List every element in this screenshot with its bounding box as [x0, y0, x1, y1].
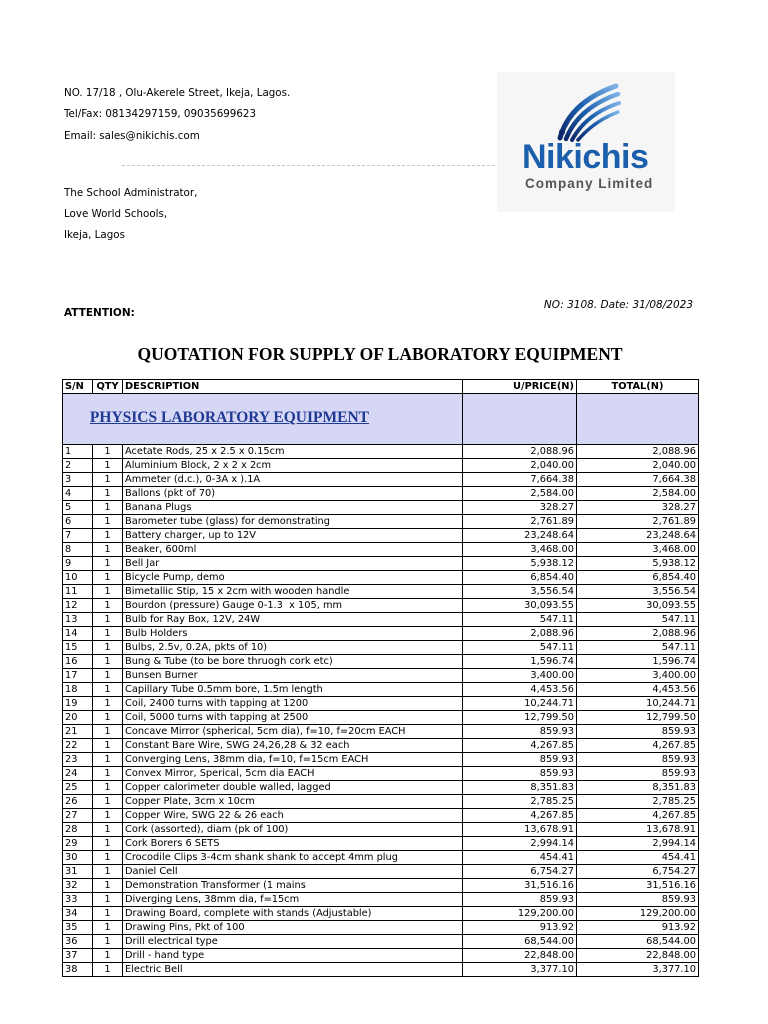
table-row [63, 543, 699, 557]
table-row [63, 711, 699, 725]
unit-price-cell: 7,664.38 [463, 473, 577, 487]
description-cell: Ammeter (d.c.), 0-3A x ).1A [123, 473, 463, 487]
total-cell: 2,040.00 [577, 459, 699, 473]
description-cell: Cork (assorted), diam (pk of 100) [123, 823, 463, 837]
table-row [63, 963, 699, 977]
description-cell: Drawing Pins, Pkt of 100 [123, 921, 463, 935]
document-title: QUOTATION FOR SUPPLY OF LABORATORY EQUIPMENT [137, 344, 623, 364]
qty-cell: 1 [93, 529, 123, 543]
qty-cell: 1 [93, 935, 123, 949]
total-cell: 31,516.16 [577, 879, 699, 893]
description-cell: Constant Bare Wire, SWG 24,26,28 & 32 each [123, 739, 463, 753]
unit-price-cell: 3,556.54 [463, 585, 577, 599]
qty-cell: 1 [93, 963, 123, 977]
qty-cell: 1 [93, 459, 123, 473]
description-cell: Convex Mirror, Sperical, 5cm dia EACH [123, 767, 463, 781]
unit-price-cell: 3,377.10 [463, 963, 577, 977]
qty-cell: 1 [93, 949, 123, 963]
section-title: PHYSICS LABORATORY EQUIPMENT [89, 409, 369, 426]
sn-cell: 15 [63, 641, 93, 655]
sn-cell: 28 [63, 823, 93, 837]
description-cell: Cork Borers 6 SETS [123, 837, 463, 851]
qty-cell: 1 [93, 739, 123, 753]
unit-price-cell: 859.93 [463, 767, 577, 781]
qty-cell: 1 [93, 809, 123, 823]
sn-cell: 35 [63, 921, 93, 935]
description-cell: Ballons (pkt of 70) [123, 487, 463, 501]
table-row [63, 823, 699, 837]
sn-cell: 32 [63, 879, 93, 893]
total-cell: 3,556.54 [577, 585, 699, 599]
sn-cell: 34 [63, 907, 93, 921]
description-cell: Beaker, 600ml [123, 543, 463, 557]
table-row [63, 655, 699, 669]
qty-cell: 1 [93, 711, 123, 725]
unit-price-cell: 10,244.71 [463, 697, 577, 711]
table-row [63, 501, 699, 515]
table-row [63, 459, 699, 473]
description-cell: Battery charger, up to 12V [123, 529, 463, 543]
table-row [63, 669, 699, 683]
total-cell: 4,453.56 [577, 683, 699, 697]
total-cell: 2,761.89 [577, 515, 699, 529]
sn-cell: 24 [63, 767, 93, 781]
qty-cell: 1 [93, 697, 123, 711]
table-row [63, 753, 699, 767]
sn-cell: 4 [63, 487, 93, 501]
total-cell: 2,088.96 [577, 627, 699, 641]
sn-cell: 7 [63, 529, 93, 543]
sn-cell: 36 [63, 935, 93, 949]
table-row [63, 949, 699, 963]
total-cell: 22,848.00 [577, 949, 699, 963]
qty-cell: 1 [93, 515, 123, 529]
company-phone: Tel/Fax: 08134297159, 09035699623 [64, 108, 256, 120]
total-cell: 23,248.64 [577, 529, 699, 543]
total-cell: 859.93 [577, 725, 699, 739]
qty-cell: 1 [93, 781, 123, 795]
table-row [63, 683, 699, 697]
recipient-line-2: Love World Schools, [64, 208, 168, 220]
total-cell: 3,400.00 [577, 669, 699, 683]
qty-cell: 1 [93, 473, 123, 487]
table-row [63, 599, 699, 613]
sn-cell: 3 [63, 473, 93, 487]
sn-cell: 12 [63, 599, 93, 613]
unit-price-cell: 454.41 [463, 851, 577, 865]
sn-cell: 20 [63, 711, 93, 725]
description-cell: Bourdon (pressure) Gauge 0-1.3 x 105, mm [123, 599, 463, 613]
table-row [63, 725, 699, 739]
table-row [63, 613, 699, 627]
total-cell: 547.11 [577, 641, 699, 655]
unit-price-cell: 23,248.64 [463, 529, 577, 543]
description-cell: Crocodile Clips 3-4cm shank shank to accept 4mm plug [123, 851, 463, 865]
table-row [63, 641, 699, 655]
header-qty: QTY [93, 380, 123, 394]
total-cell: 454.41 [577, 851, 699, 865]
table-row [63, 865, 699, 879]
total-cell: 4,267.85 [577, 739, 699, 753]
sn-cell: 13 [63, 613, 93, 627]
header-sn: S/N [63, 380, 93, 394]
table-row [63, 739, 699, 753]
description-cell: Bicycle Pump, demo [123, 571, 463, 585]
unit-price-cell: 2,088.96 [463, 627, 577, 641]
table-row [63, 935, 699, 949]
unit-price-cell: 2,785.25 [463, 795, 577, 809]
table-row [63, 907, 699, 921]
unit-price-cell: 3,400.00 [463, 669, 577, 683]
unit-price-cell: 4,267.85 [463, 739, 577, 753]
table-row [63, 851, 699, 865]
table-row [63, 795, 699, 809]
total-cell: 8,351.83 [577, 781, 699, 795]
sn-cell: 23 [63, 753, 93, 767]
logo-tagline: Company Limited [525, 176, 654, 191]
qty-cell: 1 [93, 921, 123, 935]
header-total: TOTAL(N) [577, 380, 699, 394]
unit-price-cell: 547.11 [463, 641, 577, 655]
sn-cell: 2 [63, 459, 93, 473]
total-cell: 2,785.25 [577, 795, 699, 809]
description-cell: Concave Mirror (spherical, 5cm dia), f=10, f=20cm EACH [123, 725, 463, 739]
description-cell: Bunsen Burner [123, 669, 463, 683]
unit-price-cell: 12,799.50 [463, 711, 577, 725]
description-cell: Bell Jar [123, 557, 463, 571]
unit-price-cell: 30,093.55 [463, 599, 577, 613]
unit-price-cell: 8,351.83 [463, 781, 577, 795]
unit-price-cell: 2,994.14 [463, 837, 577, 851]
unit-price-cell: 2,761.89 [463, 515, 577, 529]
total-cell: 5,938.12 [577, 557, 699, 571]
table-row [63, 767, 699, 781]
unit-price-cell: 2,584.00 [463, 487, 577, 501]
sn-cell: 10 [63, 571, 93, 585]
table-header-row [63, 380, 699, 394]
qty-cell: 1 [93, 543, 123, 557]
table-row [63, 529, 699, 543]
sn-cell: 33 [63, 893, 93, 907]
sn-cell: 16 [63, 655, 93, 669]
sn-cell: 38 [63, 963, 93, 977]
qty-cell: 1 [93, 641, 123, 655]
unit-price-cell: 5,938.12 [463, 557, 577, 571]
unit-price-cell: 2,040.00 [463, 459, 577, 473]
description-cell: Bulb Holders [123, 627, 463, 641]
description-cell: Copper Plate, 3cm x 10cm [123, 795, 463, 809]
qty-cell: 1 [93, 627, 123, 641]
total-cell: 1,596.74 [577, 655, 699, 669]
qty-cell: 1 [93, 837, 123, 851]
sn-cell: 1 [63, 445, 93, 459]
qty-cell: 1 [93, 487, 123, 501]
table-row [63, 781, 699, 795]
sn-cell: 18 [63, 683, 93, 697]
total-cell: 328.27 [577, 501, 699, 515]
description-cell: Converging Lens, 38mm dia, f=10, f=15cm EACH [123, 753, 463, 767]
sn-cell: 31 [63, 865, 93, 879]
unit-price-cell: 859.93 [463, 725, 577, 739]
description-cell: Copper calorimeter double walled, lagged [123, 781, 463, 795]
description-cell: Electric Bell [123, 963, 463, 977]
header-unit-price: U/PRICE(N) [463, 380, 577, 394]
sn-cell: 8 [63, 543, 93, 557]
description-cell: Acetate Rods, 25 x 2.5 x 0.15cm [123, 445, 463, 459]
sn-cell: 21 [63, 725, 93, 739]
sn-cell: 6 [63, 515, 93, 529]
logo-company-name: Nikichis [522, 138, 649, 176]
company-logo [497, 72, 675, 212]
table-row [63, 837, 699, 851]
unit-price-cell: 3,468.00 [463, 543, 577, 557]
qty-cell: 1 [93, 557, 123, 571]
total-cell: 2,994.14 [577, 837, 699, 851]
qty-cell: 1 [93, 879, 123, 893]
unit-price-cell: 6,854.40 [463, 571, 577, 585]
sn-cell: 9 [63, 557, 93, 571]
qty-cell: 1 [93, 725, 123, 739]
unit-price-cell: 4,453.56 [463, 683, 577, 697]
sn-cell: 11 [63, 585, 93, 599]
description-cell: Drill electrical type [123, 935, 463, 949]
description-cell: Demonstration Transformer (1 mains [123, 879, 463, 893]
attention-label: ATTENTION: [64, 307, 135, 319]
header-description: DESCRIPTION [123, 380, 463, 394]
sn-cell: 29 [63, 837, 93, 851]
description-cell: Diverging Lens, 38mm dia, f=15cm [123, 893, 463, 907]
swoosh-icon [552, 80, 622, 142]
description-cell: Bulbs, 2.5v, 0.2A, pkts of 10) [123, 641, 463, 655]
description-cell: Bimetallic Stip, 15 x 2cm with wooden handle [123, 585, 463, 599]
total-cell: 10,244.71 [577, 697, 699, 711]
unit-price-cell: 859.93 [463, 753, 577, 767]
unit-price-cell: 328.27 [463, 501, 577, 515]
sn-cell: 30 [63, 851, 93, 865]
description-cell: Drawing Board, complete with stands (Adjustable) [123, 907, 463, 921]
description-cell: Drill - hand type [123, 949, 463, 963]
sn-cell: 14 [63, 627, 93, 641]
sn-cell: 19 [63, 697, 93, 711]
sn-cell: 37 [63, 949, 93, 963]
total-cell: 68,544.00 [577, 935, 699, 949]
qty-cell: 1 [93, 753, 123, 767]
table-row [63, 571, 699, 585]
company-email: Email: sales@nikichis.com [64, 130, 200, 142]
description-cell: Daniel Cell [123, 865, 463, 879]
unit-price-cell: 913.92 [463, 921, 577, 935]
qty-cell: 1 [93, 571, 123, 585]
qty-cell: 1 [93, 907, 123, 921]
table-row [63, 585, 699, 599]
qty-cell: 1 [93, 823, 123, 837]
description-cell: Copper Wire, SWG 22 & 26 each [123, 809, 463, 823]
qty-cell: 1 [93, 669, 123, 683]
table-row [63, 627, 699, 641]
table-row [63, 557, 699, 571]
table-row [63, 473, 699, 487]
description-cell: Bung & Tube (to be bore thruogh cork etc) [123, 655, 463, 669]
description-cell: Coil, 5000 turns with tapping at 2500 [123, 711, 463, 725]
sn-cell: 17 [63, 669, 93, 683]
unit-price-cell: 13,678.91 [463, 823, 577, 837]
total-cell: 2,088.96 [577, 445, 699, 459]
total-cell: 4,267.85 [577, 809, 699, 823]
unit-price-cell: 859.93 [463, 893, 577, 907]
sn-cell: 26 [63, 795, 93, 809]
letterhead-divider [122, 165, 495, 166]
total-cell: 859.93 [577, 893, 699, 907]
total-cell: 12,799.50 [577, 711, 699, 725]
quotation-reference: NO: 3108. Date: 31/08/2023 [543, 299, 693, 311]
table-row [63, 487, 699, 501]
qty-cell: 1 [93, 585, 123, 599]
recipient-line-3: Ikeja, Lagos [64, 229, 125, 241]
qty-cell: 1 [93, 851, 123, 865]
sn-cell: 25 [63, 781, 93, 795]
unit-price-cell: 31,516.16 [463, 879, 577, 893]
total-cell: 6,754.27 [577, 865, 699, 879]
description-cell: Coil, 2400 turns with tapping at 1200 [123, 697, 463, 711]
table-row [63, 879, 699, 893]
unit-price-cell: 1,596.74 [463, 655, 577, 669]
description-cell: Banana Plugs [123, 501, 463, 515]
section-header-row [63, 394, 699, 445]
qty-cell: 1 [93, 599, 123, 613]
quotation-table [62, 379, 699, 977]
section-title-cell [63, 394, 463, 445]
table-row [63, 445, 699, 459]
qty-cell: 1 [93, 613, 123, 627]
qty-cell: 1 [93, 767, 123, 781]
sn-cell: 27 [63, 809, 93, 823]
description-cell: Bulb for Ray Box, 12V, 24W [123, 613, 463, 627]
qty-cell: 1 [93, 795, 123, 809]
unit-price-cell: 547.11 [463, 613, 577, 627]
sn-cell: 5 [63, 501, 93, 515]
total-cell: 2,584.00 [577, 487, 699, 501]
section-empty-cell [463, 394, 577, 445]
unit-price-cell: 2,088.96 [463, 445, 577, 459]
total-cell: 30,093.55 [577, 599, 699, 613]
total-cell: 3,468.00 [577, 543, 699, 557]
table-row [63, 893, 699, 907]
total-cell: 859.93 [577, 753, 699, 767]
qty-cell: 1 [93, 501, 123, 515]
recipient-line-1: The School Administrator, [64, 187, 198, 199]
description-cell: Aluminium Block, 2 x 2 x 2cm [123, 459, 463, 473]
total-cell: 913.92 [577, 921, 699, 935]
unit-price-cell: 6,754.27 [463, 865, 577, 879]
company-address: NO. 17/18 , Olu-Akerele Street, Ikeja, Lagos. [64, 87, 291, 99]
total-cell: 859.93 [577, 767, 699, 781]
qty-cell: 1 [93, 893, 123, 907]
unit-price-cell: 22,848.00 [463, 949, 577, 963]
qty-cell: 1 [93, 683, 123, 697]
qty-cell: 1 [93, 445, 123, 459]
total-cell: 129,200.00 [577, 907, 699, 921]
total-cell: 6,854.40 [577, 571, 699, 585]
section-empty-cell [577, 394, 699, 445]
total-cell: 13,678.91 [577, 823, 699, 837]
qty-cell: 1 [93, 865, 123, 879]
table-row [63, 697, 699, 711]
table-row [63, 515, 699, 529]
unit-price-cell: 129,200.00 [463, 907, 577, 921]
unit-price-cell: 68,544.00 [463, 935, 577, 949]
qty-cell: 1 [93, 655, 123, 669]
sn-cell: 22 [63, 739, 93, 753]
total-cell: 3,377.10 [577, 963, 699, 977]
table-row [63, 809, 699, 823]
total-cell: 547.11 [577, 613, 699, 627]
total-cell: 7,664.38 [577, 473, 699, 487]
unit-price-cell: 4,267.85 [463, 809, 577, 823]
table-row [63, 921, 699, 935]
description-cell: Capillary Tube 0.5mm bore, 1.5m length [123, 683, 463, 697]
description-cell: Barometer tube (glass) for demonstrating [123, 515, 463, 529]
